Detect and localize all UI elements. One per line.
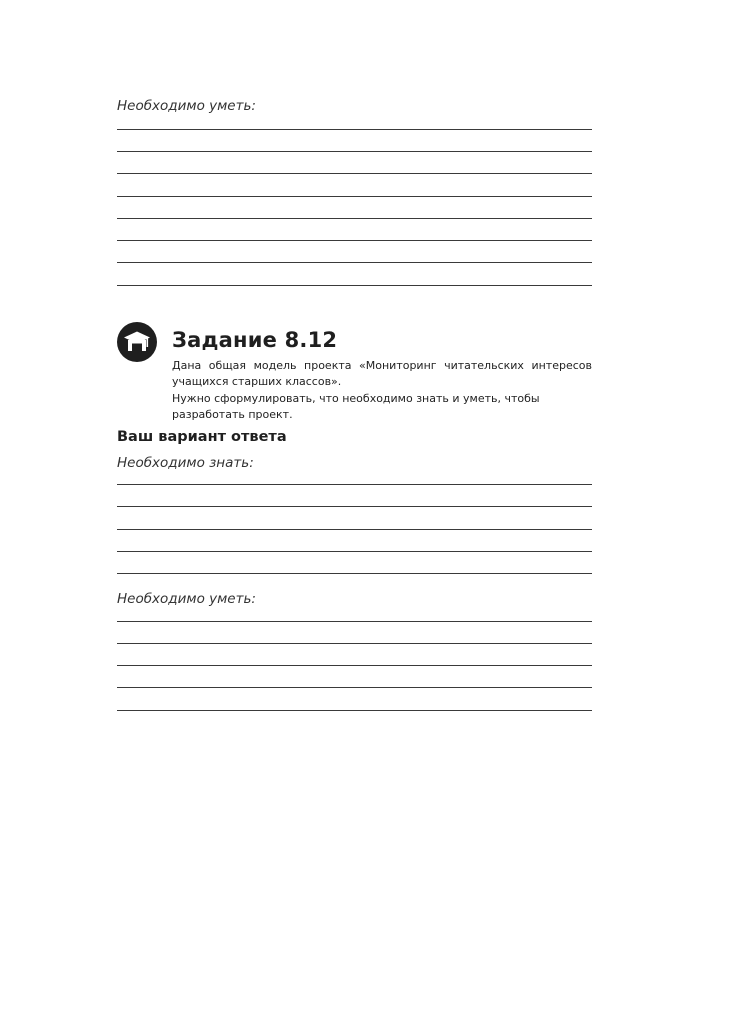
answer-line[interactable] xyxy=(117,151,592,152)
answer-line[interactable] xyxy=(117,218,592,219)
answer-line[interactable] xyxy=(117,643,592,644)
task-instruction: Нужно сформулировать, что необходимо знать и уметь, чтобы разработать проект. xyxy=(172,392,540,421)
answer-line[interactable] xyxy=(117,573,592,574)
answer-line[interactable] xyxy=(117,129,592,130)
answer-line[interactable] xyxy=(117,173,592,174)
answer-line[interactable] xyxy=(117,665,592,666)
section-label-need-to-be-able: Необходимо уметь: xyxy=(117,591,256,607)
section-label-need-to-know: Необходимо знать: xyxy=(117,455,254,471)
section-label-need-to-be-able: Необходимо уметь: xyxy=(117,98,256,114)
answer-line[interactable] xyxy=(117,710,592,711)
answer-line[interactable] xyxy=(117,484,592,485)
answer-line[interactable] xyxy=(117,529,592,530)
answer-line[interactable] xyxy=(117,506,592,507)
answer-line[interactable] xyxy=(117,240,592,241)
answer-line[interactable] xyxy=(117,621,592,622)
graduation-cap-icon xyxy=(117,322,157,362)
answer-line[interactable] xyxy=(117,196,592,197)
answer-heading: Ваш вариант ответа xyxy=(117,429,287,445)
answer-line[interactable] xyxy=(117,285,592,286)
answer-line[interactable] xyxy=(117,551,592,552)
answer-line[interactable] xyxy=(117,262,592,263)
answer-line[interactable] xyxy=(117,687,592,688)
task-title: Задание 8.12 xyxy=(172,328,338,352)
task-description: Дана общая модель проекта «Мониторинг читательских интересов учащихся старших классов». xyxy=(172,359,592,388)
